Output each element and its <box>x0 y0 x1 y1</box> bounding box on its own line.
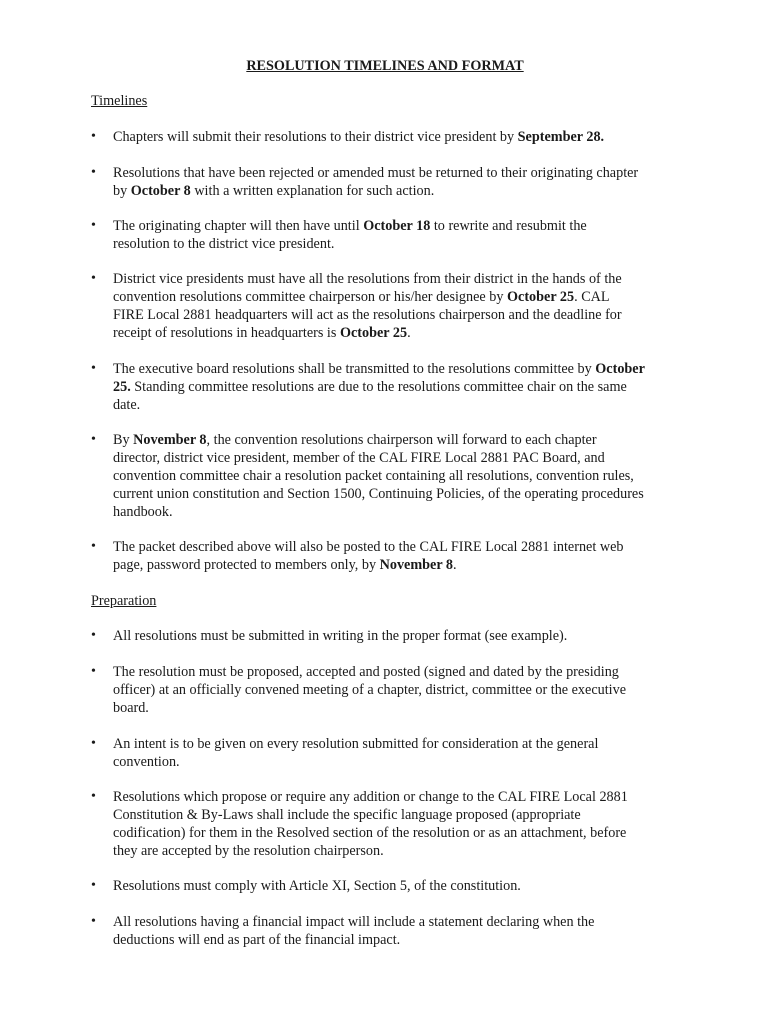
text-run: . <box>453 557 457 573</box>
list-item-text <box>113 663 688 717</box>
text-run: with a written explanation for such action. <box>190 183 435 199</box>
document-title: RESOLUTION TIMELINES AND FORMAT <box>246 58 524 74</box>
text-line <box>113 753 688 771</box>
text-run: page, password protected to members only, by <box>113 557 380 573</box>
list-item-text <box>113 877 688 895</box>
list-item-text <box>113 627 688 645</box>
text-run: codification) for them in the Resolved section of the resolution or as an attachment, before <box>113 825 627 841</box>
bullet-icon: • <box>91 432 96 447</box>
text-line <box>113 217 688 235</box>
text-line <box>113 235 688 253</box>
bullet-icon: • <box>91 218 96 233</box>
text-run: Resolutions must comply with Article XI, Section 5, of the constitution. <box>113 878 521 894</box>
bullet-icon: • <box>91 914 96 929</box>
text-run: receipt of resolutions in headquarters is <box>113 325 340 341</box>
text-run: they are accepted by the resolution chairperson. <box>113 843 384 859</box>
text-line <box>113 378 688 396</box>
section-heading-timelines: Timelines <box>91 93 148 109</box>
text-run: to rewrite and resubmit the <box>430 218 587 234</box>
text-line <box>113 306 688 324</box>
bullet-icon: • <box>91 736 96 751</box>
bullet-icon: • <box>91 789 96 804</box>
text-line <box>113 842 688 860</box>
emphasized-date: October 25 <box>507 289 575 305</box>
text-run: convention. <box>113 754 180 770</box>
text-run: , the convention resolutions chairperson will forward to each chapter <box>206 432 597 448</box>
emphasized-date: November 8 <box>379 557 454 573</box>
text-run: The executive board resolutions shall be transmitted to the resolutions committee by <box>113 361 596 377</box>
list-item-text <box>113 913 688 949</box>
text-line <box>113 182 688 200</box>
list-item-text <box>113 164 688 200</box>
text-line <box>113 431 688 449</box>
text-run: FIRE Local 2881 headquarters will act as the resolutions chairperson and the deadline for <box>113 307 622 323</box>
text-run: All resolutions must be submitted in writing in the proper format (see example). <box>113 628 568 644</box>
text-line <box>113 699 688 717</box>
text-line <box>113 681 688 699</box>
text-line <box>113 396 688 414</box>
text-line <box>113 824 688 842</box>
text-run: Chapters will submit their resolutions to their district vice president by <box>113 129 518 145</box>
text-line <box>113 913 688 931</box>
text-line <box>113 877 688 895</box>
text-run: resolution to the district vice president. <box>113 236 335 252</box>
list-item-text <box>113 270 688 342</box>
bullet-icon: • <box>91 539 96 554</box>
text-run: Resolutions that have been rejected or amended must be returned to their originating chapter <box>113 165 639 181</box>
text-run: District vice presidents must have all the resolutions from their district in the hands of the <box>113 271 622 287</box>
list-item-text <box>113 788 688 860</box>
text-line <box>113 467 688 485</box>
emphasized-date: October <box>595 361 645 377</box>
emphasized-date: October 18 <box>363 218 431 234</box>
text-line <box>113 360 688 378</box>
text-run: All resolutions having a financial impact will include a statement declaring when the <box>113 914 595 930</box>
bullet-icon: • <box>91 361 96 376</box>
list-item-text <box>113 128 688 146</box>
emphasized-date: September 28. <box>517 129 605 145</box>
text-run: by <box>113 183 131 199</box>
text-run: deductions will end as part of the financial impact. <box>113 932 401 948</box>
section-heading-preparation: Preparation <box>91 593 157 609</box>
text-run: An intent is to be given on every resolution submitted for consideration at the general <box>113 736 599 752</box>
list-item-text <box>113 217 688 253</box>
bullet-icon: • <box>91 664 96 679</box>
text-line <box>113 806 688 824</box>
text-run: The resolution must be proposed, accepted and posted (signed and dated by the presiding <box>113 664 619 680</box>
text-line <box>113 324 688 342</box>
text-run: current union constitution and Section 1500, Continuing Policies, of the operating procedures <box>113 486 644 502</box>
text-line <box>113 627 688 645</box>
text-run: board. <box>113 700 149 716</box>
text-run: Constitution & By-Laws shall include the specific language proposed (appropriate <box>113 807 581 823</box>
text-line <box>113 164 688 182</box>
text-run: officer) at an officially convened meeting of a chapter, district, committee or the executive <box>113 682 626 698</box>
text-run: Resolutions which propose or require any addition or change to the CAL FIRE Local 2881 <box>113 789 628 805</box>
text-line <box>113 931 688 949</box>
text-line <box>113 270 688 288</box>
text-run: handbook. <box>113 504 173 520</box>
text-line <box>113 788 688 806</box>
list-item-text <box>113 360 688 414</box>
text-line <box>113 538 688 556</box>
text-line <box>113 735 688 753</box>
text-run: . CAL <box>574 289 610 305</box>
text-run: director, district vice president, member of the CAL FIRE Local 2881 PAC Board, and <box>113 450 605 466</box>
text-line <box>113 128 688 146</box>
list-item-text <box>113 431 688 521</box>
emphasized-date: 25. <box>113 379 131 395</box>
bullet-icon: • <box>91 628 96 643</box>
text-line <box>113 485 688 503</box>
text-line <box>113 503 688 521</box>
emphasized-date: October 25 <box>339 325 408 341</box>
list-item-text <box>113 735 688 771</box>
text-run: date. <box>113 397 141 413</box>
text-run: convention committee chair a resolution packet containing all resolutions, convention rules, <box>113 468 634 484</box>
text-run: Standing committee resolutions are due to the resolutions committee chair on the same <box>130 379 627 395</box>
text-run: The originating chapter will then have until <box>113 218 364 234</box>
text-run: By <box>113 432 134 448</box>
bullet-icon: • <box>91 165 96 180</box>
bullet-icon: • <box>91 878 96 893</box>
list-item-text <box>113 538 688 574</box>
text-line <box>113 556 688 574</box>
text-run: convention resolutions committee chairperson or his/her designee by <box>113 289 507 305</box>
bullet-icon: • <box>91 271 96 286</box>
text-line <box>113 449 688 467</box>
text-run: The packet described above will also be posted to the CAL FIRE Local 2881 internet web <box>113 539 624 555</box>
text-line <box>113 663 688 681</box>
text-line <box>113 288 688 306</box>
emphasized-date: October 8 <box>130 183 191 199</box>
bullet-icon: • <box>91 129 96 144</box>
text-run: . <box>407 325 411 341</box>
emphasized-date: November 8 <box>133 432 207 448</box>
